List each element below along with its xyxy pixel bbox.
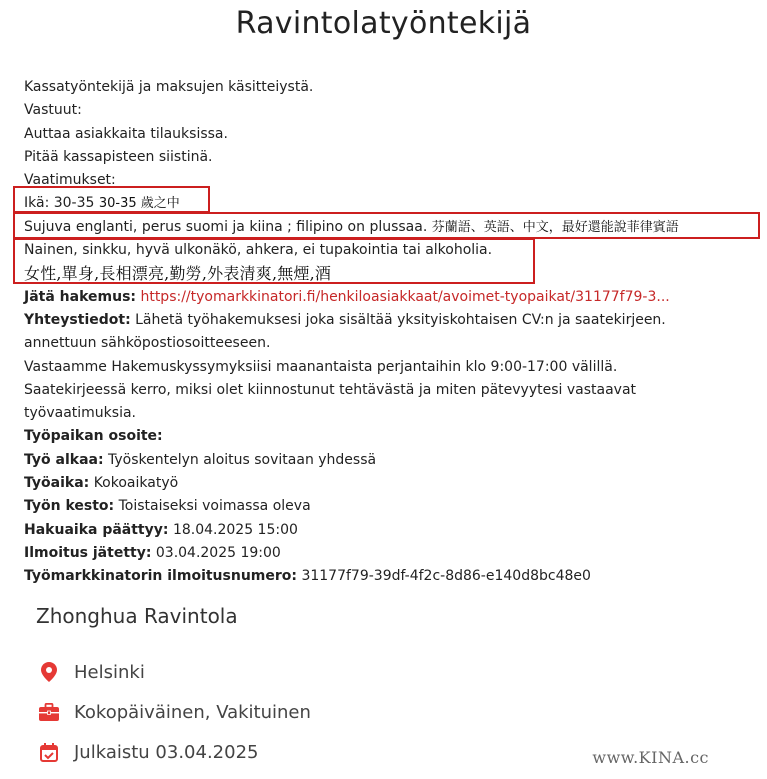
contact-line: Saatekirjeessä kerro, miksi olet kiinnostunut tehtävästä ja miten pätevyytesi vastaavat: [24, 381, 637, 398]
desc-line: Kassatyöntekijä ja maksujen käsitteiystä.: [24, 79, 314, 95]
employment-type-text: Kokopäiväinen, Vakituinen: [74, 701, 311, 723]
hours-value: Kokoaikatyö: [93, 475, 179, 492]
desc-line: Pitää kassapisteen siistinä.: [24, 148, 213, 165]
language-highlight-box: [13, 212, 760, 239]
page-title: Ravintolatyöntekijä: [235, 6, 532, 41]
listing-number-value: 31177f79-39df-4f2c-8d86-e140d8bc48e0: [301, 568, 591, 585]
apply-link[interactable]: https://tyomarkkinatori.fi/henkiloasiakkaat/avoimet-tyopaikat/31177f79-3...: [140, 288, 670, 305]
start-value: Työskentelyn aloitus sovitaan yhdessä: [108, 451, 377, 468]
watermark: www.KINA.cc: [592, 748, 709, 767]
duration-line: [24, 495, 754, 518]
language-cjk-annotation: 芬蘭語、英語、中文，最好還能說菲律賓語: [431, 219, 679, 235]
desc-line: Vaatimukset:: [24, 172, 116, 189]
listing-number-label: Työmarkkinatorin ilmoitusnumero:: [24, 568, 297, 585]
contact-line: työvaatimuksia.: [24, 405, 136, 422]
company-name: Zhonghua Ravintola: [36, 604, 238, 628]
requirements-highlight-box: [13, 238, 535, 284]
desc-line: Auttaa asiakkaita tilauksissa.: [24, 125, 228, 142]
posted-label: Ilmoitus jätetty:: [24, 544, 152, 561]
duration-value: Toistaiseksi voimassa oleva: [118, 498, 311, 515]
address-label: Työpaikan osoite:: [24, 428, 163, 445]
requirements-line: Nainen, sinkku, hyvä ulkonäkö, ahkera, ei tupakointia tai alkoholia.: [24, 242, 493, 259]
deadline-line: [24, 519, 754, 542]
deadline-label: Hakuaika päättyy:: [24, 521, 169, 538]
language-text: Sujuva englanti, perus suomi ja kiina ; filipino on plussaa.: [24, 218, 428, 235]
hours-label: Työaika:: [24, 475, 90, 492]
location-text: Helsinki: [74, 661, 145, 683]
duration-label: Työn kesto:: [24, 498, 115, 515]
apply-label: Jätä hakemus:: [24, 288, 136, 305]
contact-line: Vastaamme Hakemuskyssymyksiisi maanantaista perjantaihin klo 9:00-17:00 välillä.: [24, 358, 618, 375]
published-text: Julkaistu 03.04.2025: [74, 741, 259, 763]
posted-value: 03.04.2025 19:00: [155, 544, 281, 561]
age-highlight-box: [13, 186, 210, 213]
requirements-cjk-text: 女性,單身,長相漂亮,勤勞,外表清爽,無煙,酒: [24, 264, 332, 284]
posted-line: [24, 542, 754, 565]
map-pin-icon: [38, 661, 60, 683]
job-description: [24, 76, 754, 589]
employment-type-row: [38, 701, 311, 723]
listing-number-line: [24, 565, 754, 588]
briefcase-icon: [38, 701, 60, 723]
desc-line: Vastuut:: [24, 102, 82, 119]
hours-line: [24, 472, 754, 495]
address-line: [24, 425, 754, 448]
age-text: Ikä: 30-35: [24, 195, 95, 212]
published-row: [38, 741, 258, 763]
age-cjk-annotation: 30-35 歲之中: [98, 196, 180, 212]
contact-line: annettuun sähköpostiosoitteeseen.: [24, 335, 271, 352]
start-label: Työ alkaa:: [24, 451, 104, 468]
calendar-check-icon: [38, 741, 60, 763]
contact-text: Lähetä työhakemuksesi joka sisältää yksityiskohtaisen CV:n ja saatekirjeen.: [135, 311, 666, 328]
contact-label: Yhteystiedot:: [24, 311, 131, 328]
deadline-value: 18.04.2025 15:00: [172, 521, 298, 538]
apply-line: [24, 286, 754, 309]
start-line: [24, 449, 754, 472]
contact-line: [24, 309, 754, 332]
location-row: [38, 661, 145, 683]
